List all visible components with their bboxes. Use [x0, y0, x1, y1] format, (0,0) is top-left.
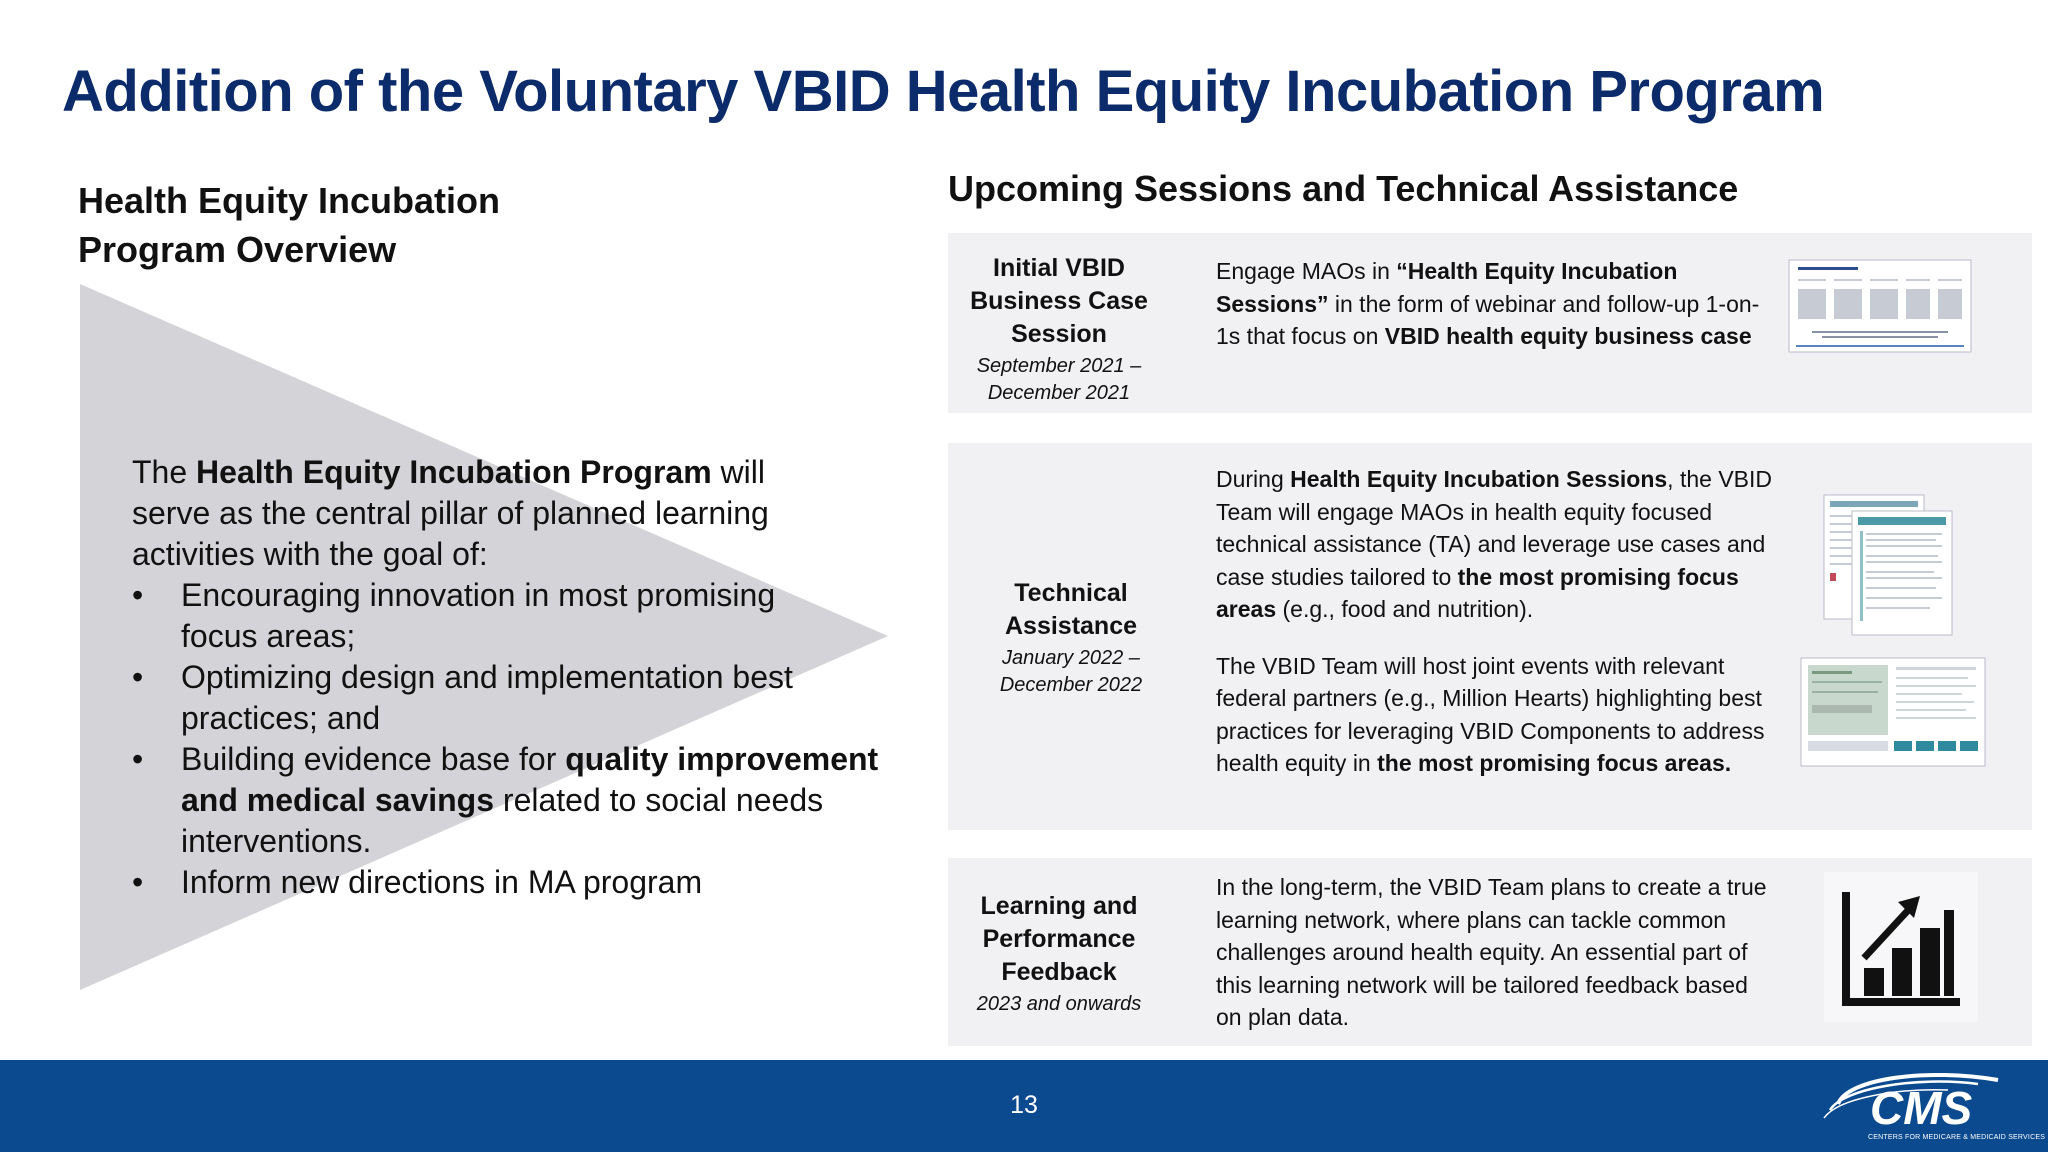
- cms-logo-caption: CENTERS FOR MEDICARE & MEDICAID SERVICES: [1868, 1134, 2046, 1141]
- ta-paragraph-events: The VBID Team will host joint events with relevant federal partners (e.g., Million Hearts) highlighting best practices for leveraging VBID Components to address health equity in the most promising focus areas.: [1216, 652, 1765, 776]
- session-label: [948, 577, 1194, 699]
- business-case-thumbnail: [1788, 259, 1972, 353]
- session-dates: 2023 and onwards: [976, 993, 1142, 1015]
- cms-logo: [1808, 1068, 2032, 1132]
- sessions-heading: Upcoming Sessions and Technical Assistance: [948, 168, 1739, 209]
- overview-heading: [78, 176, 638, 274]
- overview-text: [132, 452, 879, 903]
- goal-list: [132, 575, 879, 903]
- ta-webpage-thumbnail: [1800, 657, 1986, 769]
- session-name: Learning and Performance Feedback: [980, 892, 1138, 986]
- session-label: [948, 890, 1170, 1018]
- page-number: 13: [1010, 1091, 1038, 1119]
- session-description: In the long-term, the VBID Team plans to create a true learning network, where plans can tackle common challenges around health equity. An essential part of this learning network will be tailored feedback based on plan data.: [1216, 874, 1767, 1030]
- ta-paragraph-sessions: During Health Equity Incubation Sessions, the VBID Team will engage MAOs in health equity focused technical assistance (TA) and leverage use cases and case studies tailored to the most promising focus areas (e.g., food and nutrition).: [1216, 466, 1772, 622]
- goal-item-evidence: • Building evidence base for quality improvement and medical savings related to social needs interventions.: [132, 739, 881, 862]
- slide-title: Addition of the Voluntary VBID Health Equity Incubation Program: [62, 59, 1825, 124]
- session-name: Technical Assistance: [1004, 579, 1138, 640]
- overview-heading-line2: Program Overview: [78, 229, 397, 270]
- overview-heading-line1: Health Equity Incubation: [78, 180, 501, 221]
- goal-item-ma-program: • Inform new directions in MA program: [132, 862, 852, 903]
- session-dates: September 2021 – December 2021: [976, 355, 1142, 404]
- session-description: [1216, 463, 1774, 780]
- session-panel-business-case: [948, 233, 2032, 413]
- goal-item-innovation: • Encouraging innovation in most promising focus areas;: [132, 575, 801, 657]
- session-description: Engage MAOs in “Health Equity Incubation Sessions” in the form of webinar and follow-up 1-on-1s that focus on VBID health equity business case: [1216, 258, 1760, 349]
- goal-item-design: • Optimizing design and implementation best practices; and: [132, 657, 801, 739]
- cms-logo-text: CMS: [1870, 1082, 1973, 1132]
- bar-chart-growth-icon: [1824, 872, 1978, 1022]
- session-dates: January 2022 – December 2022: [999, 647, 1143, 696]
- session-label: [948, 252, 1170, 407]
- session-panel-learning-feedback: [948, 858, 2032, 1046]
- session-panel-technical-assistance: [948, 443, 2032, 830]
- session-name: Initial VBID Business Case Session: [970, 254, 1148, 348]
- ta-document-thumbnail: [1822, 493, 1956, 639]
- overview-intro: The Health Equity Incubation Program will serve as the central pillar of planned learning activities with the goal of:: [132, 454, 769, 572]
